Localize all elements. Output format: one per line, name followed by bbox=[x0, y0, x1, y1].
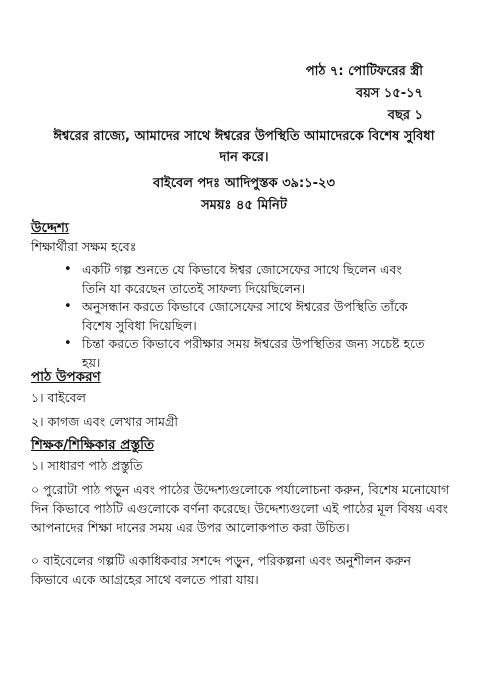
preparation-paragraph: ০ বাইবেলের গল্পটি একাধিকবার সশব্দে পড়ুন, পরিকল্পনা এবং অনুশীলন করুন কিভাবে একে আগ্রহের সাথে বলতে পারা যায়। bbox=[31, 553, 411, 587]
preparation-subheading: ১। সাধারণ পাঠ প্রস্তুতি bbox=[31, 458, 143, 473]
objective-item: অনুসন্ধান করতে কিভাবে জোসেফের সাথে ঈশ্বরের উপস্থিতি তাঁকে বিশেষ সুবিধা দিয়েছিল। bbox=[82, 299, 408, 333]
year-label: বছর ১ bbox=[387, 108, 423, 123]
lesson-title: পাঠ ৭: পোটিফরের স্ত্রী bbox=[305, 64, 423, 79]
bullet-icon: • bbox=[64, 299, 72, 314]
objective-item: একটি গল্প শুনতে যে কিভাবে ঈশ্বর জোসেফের সাথে ছিলেন এবং তিনি যা করেছেন তাতেই সাফল্য দিয়েছিলেন। bbox=[82, 262, 402, 296]
preparation-heading: শিক্ষক/শিক্ষিকার প্রস্তুতি bbox=[31, 437, 155, 453]
material-item: ১। বাইবেল bbox=[31, 390, 86, 405]
age-range: বয়স ১৫-১৭ bbox=[355, 86, 423, 101]
objectives-intro: শিক্ষার্থীরা সক্ষম হবেঃ bbox=[31, 239, 137, 254]
materials-heading: পাঠ উপকরণ bbox=[31, 369, 101, 385]
bible-passage: বাইবেল পদঃ আদিপুস্তক ৩৯:১-২৩ bbox=[153, 176, 335, 191]
objectives-heading: উদ্দেশ্য bbox=[31, 220, 69, 236]
theme-statement: ঈশ্বরের রাজ্যে, আমাদের সাথে ঈশ্বরের উপস্থিতি আমাদেরকে বিশেষ সুবিধা দান করে। bbox=[53, 129, 435, 165]
bullet-icon: • bbox=[64, 262, 72, 277]
lesson-time: সময়ঃ ৪৫ মিনিট bbox=[201, 198, 287, 213]
preparation-paragraph: ০ পুরোটা পাঠ পড়ুন এবং পাঠের উদ্দেশ্যগুলোকে পর্যালোচনা করুন, বিশেষ মনোযোগ দিন কিভাবে পাঠটি এগুলোকে বর্ণনা করেছে। উদ্দেশ্যগুলো এই পাঠের মূল বিষয় এবং আপনাদের শিক্ষা দানের সময় এর উপর আলোকপাত করা উচিত। bbox=[31, 482, 450, 535]
objective-item: চিন্তা করতে কিভাবে পরীক্ষার সময় ঈশ্বরের উপস্থিতির জন্য সচেষ্ট হতে হয়। bbox=[82, 336, 425, 370]
material-item: ২। কাগজ এবং লেখার সামগ্রী bbox=[31, 414, 178, 429]
bullet-icon: • bbox=[64, 336, 72, 351]
